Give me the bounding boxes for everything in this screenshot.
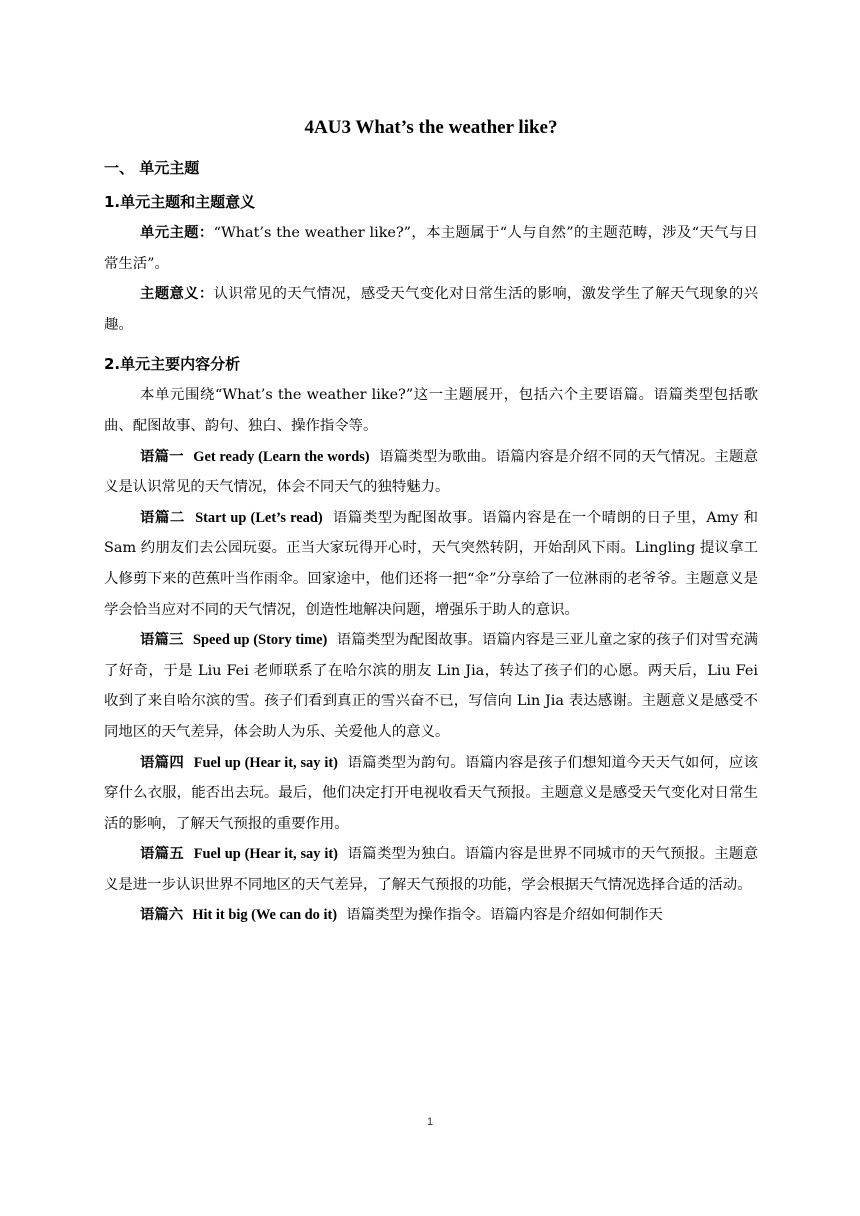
paragraph-lead: 单元主题： <box>140 225 214 241</box>
text-title: Fuel up (Hear it, say it) <box>193 754 338 771</box>
page-content <box>104 116 758 931</box>
page-number: 1 <box>426 1116 434 1128</box>
text-label: 语篇一 <box>140 448 184 465</box>
section-heading-unit-theme: 一、 单元主题 <box>104 159 200 177</box>
text-label: 语篇三 <box>140 632 184 649</box>
paragraph-text-1 <box>104 442 758 503</box>
text-description: 语篇类型为配图故事。语篇内容是三亚儿童之家的孩子们对雪充满了好奇，于是 Liu Fei 老师联系了在哈尔滨的朋友 Lin Jia，转达了孩子们的心愿。两天后，Liu Fei 收到了来自哈尔滨的雪。孩子们看到真正的雪兴奋不已，写信向 Lin Jia 表达感谢。主题意义是感受不同地区的天气差异，体会助人为乐、关爱他人的意义。 <box>104 632 758 740</box>
text-description: 语篇类型为配图故事。语篇内容是在一个晴朗的日子里，Amy 和 Sam 约朋友们去公园玩耍。正当大家玩得开心时，天气突然转阴，开始刮风下雨。Lingling 提议拿工人修剪下来的芭蕉叶当作雨伞。回家途中，他们还将一把“伞”分享给了一位淋雨的老爷爷。主题意义是学会恰当应对不同的天气情况，创造性地解决问题，增强乐于助人的意识。 <box>104 509 758 618</box>
subsection-heading-content-analysis: 2.单元主要内容分析 <box>104 355 241 374</box>
text-label: 语篇六 <box>140 907 184 924</box>
text-title: Get ready (Learn the words) <box>193 448 370 465</box>
text-label: 语篇五 <box>140 846 184 863</box>
paragraph-text-4 <box>104 748 758 840</box>
paragraph-unit-theme <box>104 218 758 279</box>
text-description: 语篇类型为歌曲。语篇内容是介绍不同的天气情况。主题意义是认识常见的天气情况，体会不同天气的独特魅力。 <box>104 448 758 496</box>
text-title: Speed up (Story time) <box>193 632 328 649</box>
text-label: 语篇四 <box>140 754 184 771</box>
subsection-heading-theme-meaning: 1.单元主题和主题意义 <box>104 193 256 211</box>
text-description: 语篇类型为操作指令。语篇内容是介绍如何制作天 <box>346 907 663 924</box>
paragraph-intro: 本单元围绕“What’s the weather like?”这一主题展开，包括六个主要语篇。语篇类型包括歌曲、配图故事、韵句、独白、操作指令等。 <box>104 387 758 434</box>
text-label: 语篇二 <box>140 509 185 526</box>
paragraph-theme-meaning <box>104 279 758 340</box>
document-title: 4AU3 What’s the weather like? <box>304 117 558 138</box>
paragraph-text-3 <box>104 625 758 747</box>
text-description: 语篇类型为韵句。语篇内容是孩子们想知道今天天气如何，应该穿什么衣服，能否出去玩。最后，他们决定打开电视收看天气预报。主题意义是感受天气变化对日常生活的影响，了解天气预报的重要作用。 <box>104 754 758 832</box>
paragraph-text-6 <box>104 900 758 931</box>
paragraph-text-5 <box>104 839 758 900</box>
paragraph-text: “What’s the weather like?”，本主题属于“人与自然”的主题范畴，涉及“天气与日常生活”。 <box>104 225 758 272</box>
text-description: 语篇类型为独白。语篇内容是世界不同城市的天气预报。主题意义是进一步认识世界不同地区的天气差异，了解天气预报的功能，学会根据天气情况选择合适的活动。 <box>104 846 758 893</box>
paragraph-text: 认识常见的天气情况，感受天气变化对日常生活的影响，激发学生了解天气现象的兴趣。 <box>104 286 758 333</box>
text-title: Start up (Let’s read) <box>195 509 323 526</box>
text-title: Hit it big (We can do it) <box>192 907 338 924</box>
paragraph-lead: 主题意义： <box>140 286 214 303</box>
paragraph-text-2 <box>104 503 758 625</box>
text-title: Fuel up (Hear it, say it) <box>193 846 338 863</box>
